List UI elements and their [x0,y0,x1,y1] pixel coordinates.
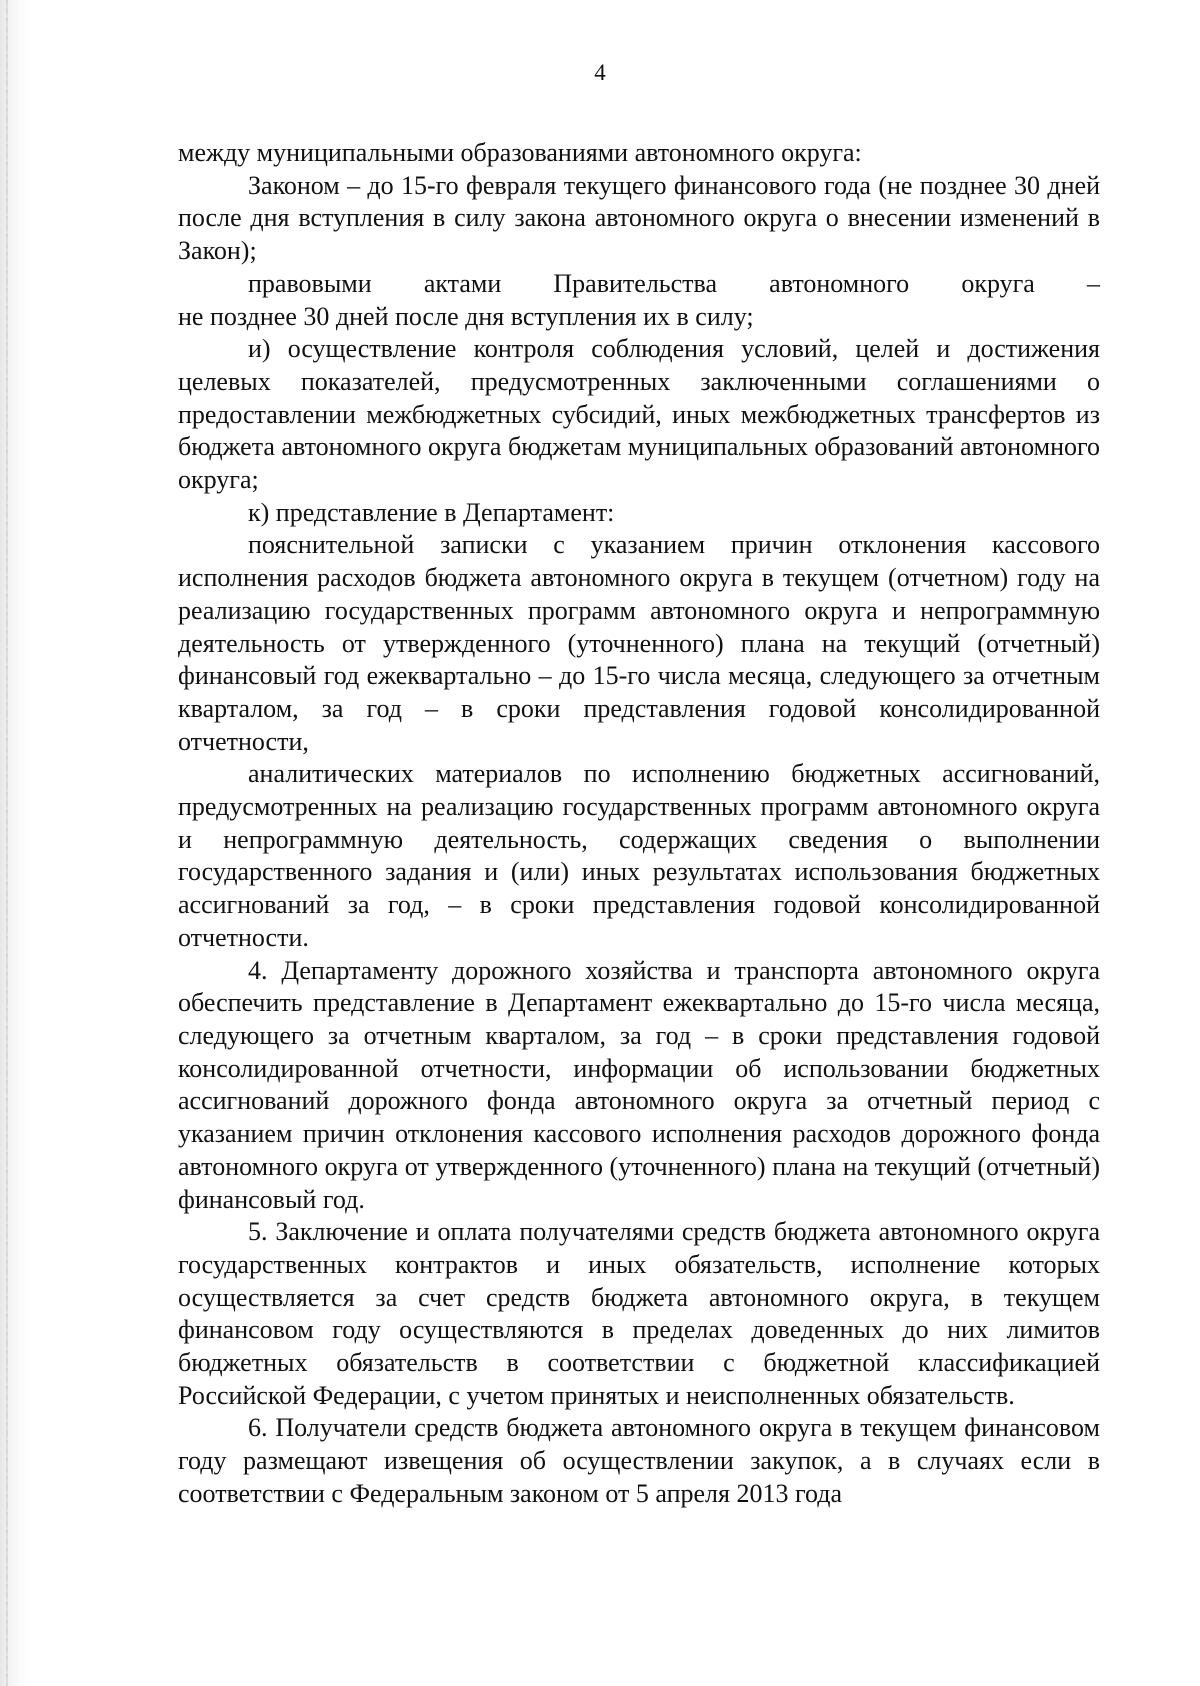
paragraph-government-acts: правовыми актами Правительства автономного округа – [248,268,1100,298]
paragraph-analytical-materials: аналитических материалов по исполнению бюджетных ассигнований, предусмотренных на реализацию государственных программ автономного округа и непрограммную деятельность, содержащих сведения о выполнении государственного задания и (или) иных результатах использования бюджетных ассигнований за год, – в сроки представления годовой консолидированной отчетности. [178,759,1100,952]
paragraph-law-deadline: Законом – до 15-го февраля текущего финансового года (не позднее 30 дней после дня вступления в силу закона автономного округа о внесении изменений в Закон); [178,170,1100,266]
paragraph-section-6: 6. Получатели средств бюджета автономного округа в текущем финансовом году размещают извещения об осуществлении закупок, а в случаях если в соответствии с Федеральным законом от 5 апреля 2013 года [178,1413,1100,1508]
paragraph-item-k: к) представление в Департамент: [248,497,615,527]
paragraph-item-i: и) осуществление контроля соблюдения условий, целей и достижения целевых показателей, предусмотренных заключенными соглашениями о предоставлении межбюджетных субсидий, иных межбюджетных трансфертов из бюджета автономного округа бюджетам муниципальных образований автономного округа; [178,334,1100,495]
page-number: 4 [594,60,606,85]
scan-edge-shadow [0,0,30,1686]
paragraph-section-4: 4. Департаменту дорожного хозяйства и транспорта автономного округа обеспечить представление в Департамент ежеквартально до 15-го числа месяца, следующего за отчетным кварталом, за год – в сроки представления годовой консолидированной отчетности, информации об использовании бюджетных ассигнований дорожного фонда автономного округа за отчетный период с указанием причин отклонения кассового исполнения расходов дорожного фонда автономного округа от утвержденного (уточненного) плана на текущий (отчетный) финансовый год. [178,955,1100,1214]
paragraph-continuation: между муниципальными образованиями автономного округа: [178,138,862,167]
paragraph-government-acts-deadline: не позднее 30 дней после дня вступления их в силу; [178,301,754,331]
paragraph-explanatory-note: пояснительной записки с указанием причин отклонения кассового исполнения расходов бюджета автономного округа в текущем (отчетном) году на реализацию государственных программ автономного округа и непрограммную деятельность от утвержденного (уточненного) плана на текущий (отчетный) финансовый год ежеквартально – до 15-го числа месяца, следующего за отчетным кварталом, за год – в сроки представления годовой консолидированной отчетности, [178,530,1100,756]
document-body [178,137,1100,1511]
paragraph-section-5: 5. Заключение и оплата получателями средств бюджета автономного округа государственных контрактов и иных обязательств, исполнение которых осуществляется за счет средств бюджета автономного округа, в текущем финансовом году осуществляются в пределах доведенных до них лимитов бюджетных обязательств в соответствии с бюджетной классификацией Российской Федерации, с учетом принятых и неисполненных обязательств. [178,1217,1100,1410]
